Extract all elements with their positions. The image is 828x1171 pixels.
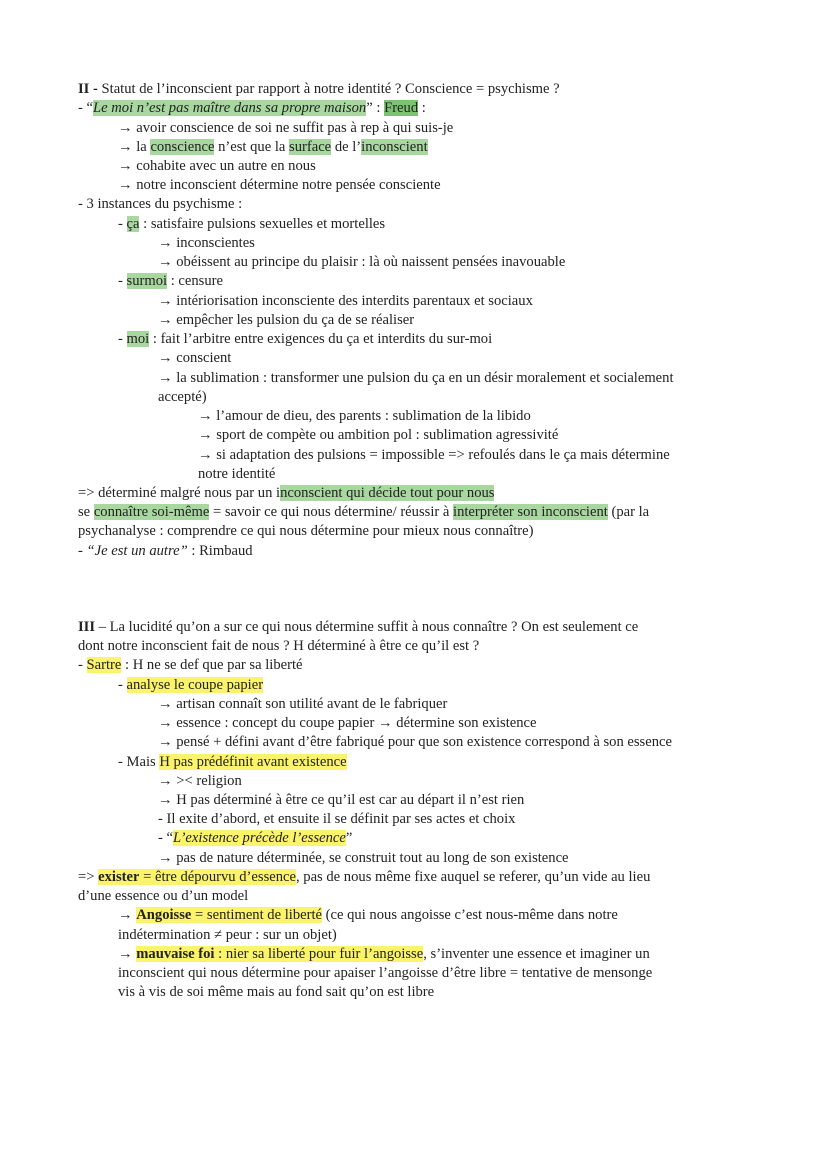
mais-point-1: → >< religion: [158, 773, 242, 789]
section3-heading-2: dont notre inconscient fait de nous ? H déterminé à être ce qu’il est ?: [78, 638, 480, 654]
analyse-point-3: → pensé + défini avant d’être fabriqué pour que son existence correspond à son essence: [158, 734, 672, 750]
text: - Mais: [118, 754, 160, 770]
text: -: [118, 216, 127, 232]
text: de l’: [331, 139, 362, 155]
highlight-angoisse: Angoisse: [136, 907, 192, 923]
text: (ce qui nous angoisse c’est nous-même dans notre: [322, 907, 618, 923]
highlight-inconscient: inconscient: [361, 139, 428, 155]
highlight-existence-quote: L’existence précède l’essence: [173, 830, 346, 846]
mauvaise-foi-line-2: inconscient qui nous détermine pour apaiser l’angoisse d’être libre = tentative de mensonge: [118, 965, 653, 981]
highlight-inconscient-decide: nconscient qui décide tout pour nous: [280, 485, 495, 501]
freud-point-3: → cohabite avec un autre en nous: [118, 158, 316, 174]
text: =>: [78, 869, 99, 885]
text: →: [118, 946, 137, 962]
exister-line-2: d’une essence ou d’un model: [78, 888, 249, 904]
moi-point-1: → conscient: [158, 350, 232, 366]
angoisse-line: [118, 906, 618, 925]
freud-point-4: → notre inconscient détermine notre pensée consciente: [118, 177, 441, 193]
text: → la: [118, 139, 151, 155]
text: -: [118, 331, 127, 347]
text: => déterminé malgré nous par un i: [78, 485, 281, 501]
analyse-line: [118, 676, 263, 695]
text: -: [118, 677, 127, 693]
text: ” :: [366, 100, 385, 116]
text: - “: [158, 830, 173, 846]
text: - “: [78, 100, 93, 116]
freud-point-2: [118, 138, 428, 157]
instance-surmoi: [118, 272, 223, 291]
highlight-conscience: conscience: [150, 139, 215, 155]
highlight-nier-liberte: : nier sa liberté pour fuir l’angoisse: [214, 946, 424, 962]
instance-moi: [118, 330, 492, 349]
highlight-surface: surface: [289, 139, 332, 155]
mais-point-4: [158, 829, 352, 848]
freud-quote: Le moi n’est pas maître dans sa propre maison: [93, 100, 367, 116]
highlight-analyse: analyse le coupe papier: [126, 677, 264, 693]
mais-point-3: - Il exite d’abord, et ensuite il se définit par ses actes et choix: [158, 811, 516, 827]
analyse-point-1: → artisan connaît son utilité avant de le fabriquer: [158, 696, 448, 712]
text: -: [78, 543, 87, 559]
section3-heading: [78, 618, 638, 637]
highlight-exister: exister: [98, 869, 140, 885]
exister-line: [78, 868, 650, 887]
highlight-connaitre-soi: connaître soi-même: [93, 504, 210, 520]
highlight-sartre: Sartre: [86, 657, 122, 673]
freud-name: Freud: [384, 100, 419, 116]
text: : H ne se def que par sa liberté: [121, 657, 303, 673]
mauvaise-foi-line-3: vis à vis de soi même mais au fond sait qu’on est libre: [118, 984, 435, 1000]
text: , pas de nous même fixe auquel se referer, qu’un vide au lieu: [295, 869, 651, 885]
mais-point-5: → pas de nature déterminée, se construit tout au long de son existence: [158, 850, 569, 866]
text: :: [418, 100, 426, 116]
surmoi-point-2: → empêcher les pulsion du ça de se réaliser: [158, 312, 415, 328]
highlight-surmoi: surmoi: [126, 273, 168, 289]
text: : censure: [167, 273, 223, 289]
highlight-depourvu: = être dépourvu d’essence: [139, 869, 296, 885]
text: : satisfaire pulsions sexuelles et mortelles: [139, 216, 386, 232]
text: se: [78, 504, 94, 520]
mais-line: [118, 753, 347, 772]
section2-title: Statut de l’inconscient par rapport à notre identité ? Conscience = psychisme ?: [101, 81, 560, 97]
ca-point-2: → obéissent au principe du plaisir : là où naissent pensées inavouable: [158, 254, 566, 270]
conclusion-line-1: [78, 484, 494, 503]
rimbaud-quote: “Je est un autre”: [86, 543, 188, 559]
highlight-mauvaise-foi: mauvaise foi: [136, 946, 215, 962]
ca-point-1: → inconscientes: [158, 235, 255, 251]
text: -: [78, 657, 87, 673]
text: -: [118, 273, 127, 289]
moi-point-3: → l’amour de dieu, des parents : sublimation de la libido: [198, 408, 531, 424]
text: ”: [345, 830, 353, 846]
highlight-moi: moi: [126, 331, 150, 347]
angoisse-line-2: indétermination ≠ peur : sur un objet): [118, 927, 337, 943]
highlight-interpreter: interpréter son inconscient: [453, 504, 608, 520]
text: (par la: [607, 504, 650, 520]
moi-point-5b: notre identité: [198, 466, 276, 482]
moi-point-2b: accepté): [158, 389, 207, 405]
text: , s’inventer une essence et imaginer un: [423, 946, 650, 962]
text: n’est que la: [214, 139, 290, 155]
conclusion-line-3: psychanalyse : comprendre ce qui nous détermine pour mieux nous connaître): [78, 523, 534, 539]
sartre-line: [78, 656, 303, 675]
text: = savoir ce qui nous détermine/ réussir à: [209, 504, 454, 520]
highlight-sentiment-liberte: = sentiment de liberté: [191, 907, 323, 923]
conclusion-line-2: [78, 503, 649, 522]
text: →: [118, 907, 137, 923]
text: : fait l’arbitre entre exigences du ça et interdits du sur-moi: [149, 331, 493, 347]
rimbaud-quote-line: [78, 542, 253, 561]
freud-quote-line: [78, 99, 426, 118]
section2-number: II -: [78, 81, 98, 97]
instance-ca: [118, 215, 385, 234]
freud-point-1: → avoir conscience de soi ne suffit pas à rep à qui suis-je: [118, 120, 454, 136]
instances-heading: - 3 instances du psychisme :: [78, 196, 243, 212]
highlight-pas-predefini: H pas prédéfinit avant existence: [159, 754, 347, 770]
surmoi-point-1: → intériorisation inconsciente des interdits parentaux et sociaux: [158, 293, 533, 309]
moi-point-2: → la sublimation : transformer une pulsion du ça en un désir moralement et socialement: [158, 370, 674, 386]
rimbaud-name: : Rimbaud: [187, 543, 253, 559]
mais-point-2: → H pas déterminé à être ce qu’il est car au départ il n’est rien: [158, 792, 525, 808]
section2-heading: [78, 80, 560, 99]
highlight-ca: ça: [126, 216, 140, 232]
section3-number: III: [78, 619, 96, 635]
moi-point-5: → si adaptation des pulsions = impossible => refoulés dans le ça mais détermine: [198, 447, 670, 463]
analyse-point-2: → essence : concept du coupe papier → détermine son existence: [158, 715, 537, 731]
mauvaise-foi-line: [118, 945, 650, 964]
moi-point-4: → sport de compète ou ambition pol : sublimation agressivité: [198, 427, 559, 443]
section3-title: – La lucidité qu’on a sur ce qui nous détermine suffit à nous connaître ? On est seulement ce: [95, 619, 639, 635]
